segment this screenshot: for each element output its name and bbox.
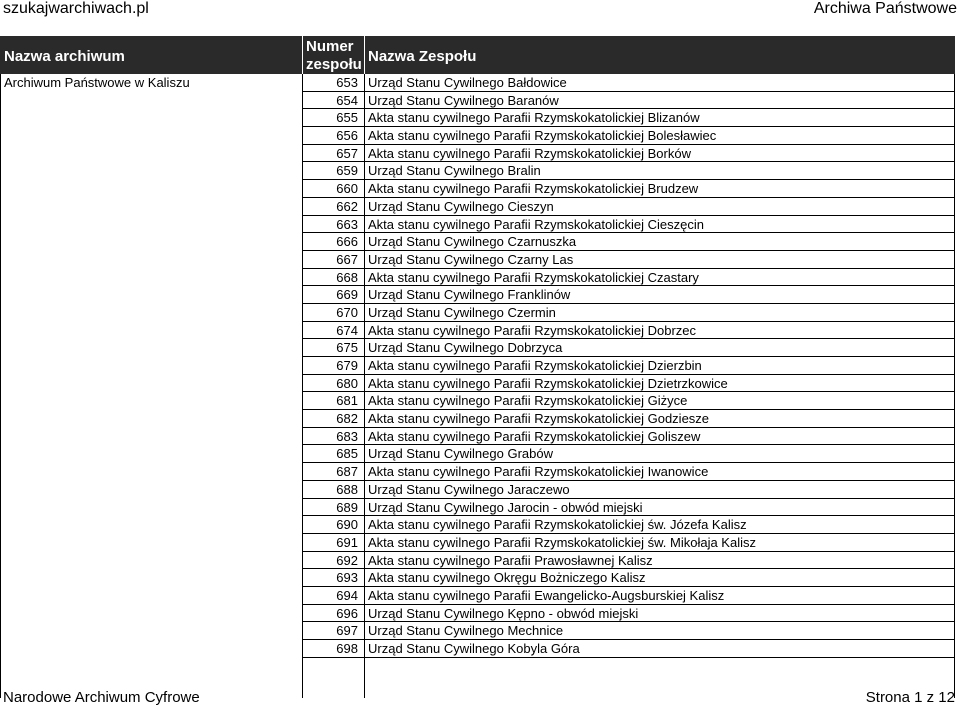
collection-number-cell: 698 [336,641,358,656]
collection-name-cell: Akta stanu cywilnego Parafii Prawosławnej Kalisz [368,552,653,568]
collection-number-cell: 662 [336,198,358,214]
collection-number-cell: 693 [336,570,358,586]
table-row [0,605,955,623]
table-row [0,357,955,375]
table-row [0,481,955,499]
table-row [0,286,955,304]
collection-number-cell: 670 [336,304,358,320]
table-row [0,569,955,587]
table-row [0,463,955,481]
row-divider [302,657,364,658]
table-header [0,36,955,74]
table-row [0,74,955,92]
collection-name-cell: Urząd Stanu Cywilnego Jaraczewo [368,481,570,497]
table-row [0,180,955,198]
collection-number-cell: 681 [336,393,358,409]
collection-name-cell: Akta stanu cywilnego Parafii Rzymskokatolickiej Bolesławiec [368,128,717,144]
collection-name-cell: Akta stanu cywilnego Parafii Ewangelicko-Augsburskiej Kalisz [368,587,725,603]
column-header-collection-number: Numer zespołu [306,38,362,73]
collection-name-cell: Akta stanu cywilnego Parafii Rzymskokatolickiej Dzietrzkowice [368,375,728,391]
column-header-collection-name: Nazwa Zespołu [368,48,477,65]
table-row [0,162,955,180]
collection-name-cell: Urząd Stanu Cywilnego Kobyla Góra [368,641,580,656]
collection-number-cell: 667 [336,251,358,267]
table-row [0,304,955,322]
collection-number-cell: 675 [336,340,358,356]
archive-name-cell: Archiwum Państwowe w Kaliszu [4,75,190,90]
table-row [0,587,955,605]
page-header [0,0,960,22]
table-row [0,410,955,428]
collection-number-cell: 657 [336,145,358,161]
collection-name-cell: Urząd Stanu Cywilnego Czermin [368,304,556,320]
collection-number-cell: 674 [336,322,358,338]
collection-name-cell: Urząd Stanu Cywilnego Mechnice [368,623,564,639]
collection-number-cell: 663 [336,216,358,232]
collection-number-cell: 659 [336,163,358,179]
table-row [0,499,955,517]
collection-number-cell: 680 [336,375,358,391]
collection-name-cell: Urząd Stanu Cywilnego Grabów [368,446,553,462]
collection-name-cell: Akta stanu cywilnego Parafii Rzymskokatolickiej Czastary [368,269,699,285]
collection-number-cell: 691 [336,534,358,550]
collection-number-cell: 656 [336,128,358,144]
collection-name-cell: Akta stanu cywilnego Parafii Rzymskokatolickiej Brudzew [368,181,699,197]
table-row [0,269,955,287]
collection-name-cell: Akta stanu cywilnego Parafii Rzymskokatolickiej Goliszew [368,428,701,444]
table-row [0,92,955,110]
table-row [0,392,955,410]
collection-number-cell: 654 [336,92,358,108]
table-row [0,216,955,234]
collection-name-cell: Akta stanu cywilnego Parafii Rzymskokatolickiej Giżyce [368,393,688,409]
table-row [0,198,955,216]
table-row [0,127,955,145]
collection-number-cell: 679 [336,358,358,373]
table-row [0,516,955,534]
collection-number-cell: 666 [336,234,358,250]
collection-name-cell: Urząd Stanu Cywilnego Czarnuszka [368,234,577,250]
collection-name-cell: Akta stanu cywilnego Parafii Rzymskokatolickiej Dobrzec [368,322,697,338]
table-row [0,251,955,269]
collection-number-cell: 685 [336,446,358,462]
collection-name-cell: Urząd Stanu Cywilnego Baranów [368,92,559,108]
row-divider [364,657,955,658]
collection-number-cell: 682 [336,411,358,427]
collection-name-cell: Akta stanu cywilnego Parafii Rzymskokatolickiej Godziesze [368,411,710,427]
table-row [0,145,955,163]
table-row [0,445,955,463]
collection-name-cell: Akta stanu cywilnego Parafii Rzymskokatolickiej Blizanów [368,110,700,126]
table-row [0,339,955,357]
collection-name-cell: Urząd Stanu Cywilnego Czarny Las [368,251,574,267]
collection-name-cell: Urząd Stanu Cywilnego Dobrzyca [368,340,563,356]
collection-number-cell: 697 [336,623,358,639]
collection-name-cell: Urząd Stanu Cywilnego Kępno - obwód miejski [368,605,639,621]
collection-name-cell: Urząd Stanu Cywilnego Bralin [368,163,541,179]
collection-number-cell: 653 [336,75,358,90]
table-row [0,428,955,446]
table-row [0,552,955,570]
collection-name-cell: Akta stanu cywilnego Parafii Rzymskokatolickiej Iwanowice [368,464,709,480]
report-title: Archiwa Państwowe [813,0,957,17]
archive-table [0,36,955,658]
collection-number-cell: 694 [336,587,358,603]
table-row [0,622,955,640]
collection-number-cell: 668 [336,269,358,285]
table-body [0,74,955,658]
collection-number-cell: 689 [336,499,358,515]
collection-number-cell: 683 [336,428,358,444]
collection-number-cell: 669 [336,287,358,303]
column-header-archive-name: Nazwa archiwum [4,48,125,65]
collection-name-cell: Urząd Stanu Cywilnego Cieszyn [368,198,554,214]
table-row [0,640,955,658]
table-row [0,233,955,251]
collection-number-cell: 660 [336,181,358,197]
collection-number-cell: 690 [336,517,358,533]
collection-name-cell: Akta stanu cywilnego Parafii Rzymskokatolickiej św. Józefa Kalisz [368,517,747,533]
table-row [0,322,955,340]
collection-name-cell: Akta stanu cywilnego Parafii Rzymskokatolickiej Cieszęcin [368,216,704,232]
collection-name-cell: Akta stanu cywilnego Parafii Rzymskokatolickiej św. Mikołaja Kalisz [368,534,756,550]
footer-source: Narodowe Archiwum Cyfrowe [3,689,200,706]
collection-number-cell: 688 [336,481,358,497]
collection-name-cell: Urząd Stanu Cywilnego Franklinów [368,287,571,303]
collection-number-cell: 687 [336,464,358,480]
page-footer [0,689,960,709]
collection-name-cell: Akta stanu cywilnego Parafii Rzymskokatolickiej Borków [368,145,691,161]
collection-number-cell: 655 [336,110,358,126]
header-divider [302,36,303,74]
page-number: Strona 1 z 12 [865,689,955,706]
header-divider [364,36,365,74]
collection-name-cell: Akta stanu cywilnego Parafii Rzymskokatolickiej Dzierzbin [368,358,702,373]
collection-name-cell: Urząd Stanu Cywilnego Jarocin - obwód miejski [368,499,643,515]
collection-number-cell: 696 [336,605,358,621]
table-row [0,534,955,552]
collection-number-cell: 692 [336,552,358,568]
collection-name-cell: Urząd Stanu Cywilnego Bałdowice [368,75,567,90]
table-row [0,375,955,393]
table-row [0,109,955,127]
site-name[interactable]: szukajwarchiwach.pl [3,0,149,17]
collection-name-cell: Akta stanu cywilnego Okręgu Bożniczego Kalisz [368,570,646,586]
